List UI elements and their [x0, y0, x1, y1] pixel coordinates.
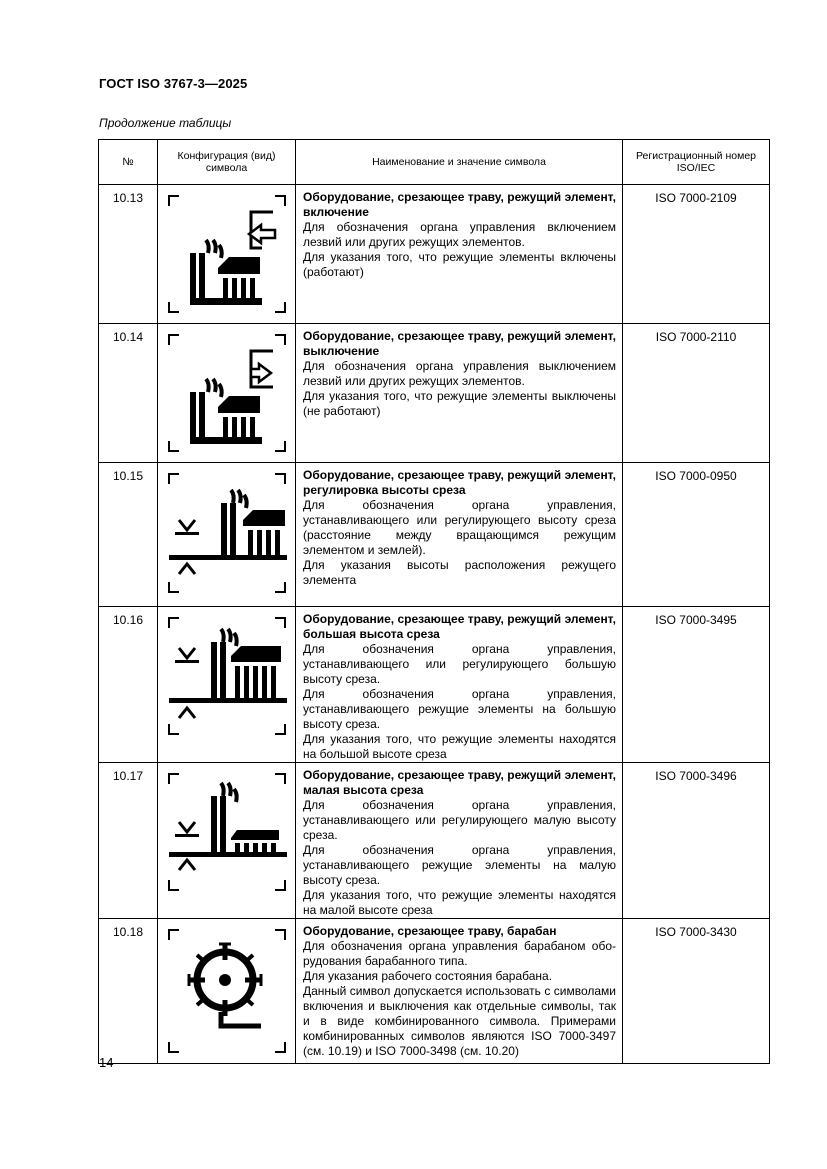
- cutting-height-low-icon: [163, 768, 291, 894]
- row-number: 10.16: [99, 607, 158, 763]
- symbol-title: Оборудование, срезающее траву, режущий элемент, регулировка высоты среза: [303, 468, 616, 497]
- symbol-cell: [158, 763, 296, 919]
- column-header-configuration: Конфигурация (вид) символа: [158, 140, 296, 185]
- description-line: Для указания того, что режущие элементы выключены (не работают): [303, 389, 616, 418]
- row-number: 10.17: [99, 763, 158, 919]
- description-line: Для обозначения органа управления, устанавливающего режущие элементы на малую высоту среза.: [303, 843, 616, 887]
- registration-number: ISO 7000-3430: [623, 919, 770, 1064]
- description-line: Данный символ допускается использовать с символами включения и выключения как отдельные символы, так и в виде комбинированного символа. Примерами комбинированных символов являются ISO 7000-3497 (см. 10.19) и ISO 7000-3498 (см. 10.20): [303, 984, 616, 1058]
- row-number: 10.13: [99, 185, 158, 324]
- description-line: Для указания того, что режущие элементы находятся на большой высоте среза: [303, 732, 616, 761]
- description-line: Для указания того, что режущие элементы находятся на малой высоте среза: [303, 888, 616, 917]
- symbol-cell: [158, 185, 296, 324]
- column-header-registration: Регистрационный номер ISO/IEC: [623, 140, 770, 185]
- symbol-cell: [158, 324, 296, 463]
- table-row: [99, 463, 770, 607]
- cutting-element-on-icon: [163, 190, 291, 316]
- symbol-description: [296, 607, 623, 763]
- description-line: Для обозначения органа управления барабаном оборудования барабанного типа.: [303, 939, 616, 968]
- description-line: Для обозначения органа управления, устанавливающего или регулирующего большую высоту среза.: [303, 642, 616, 686]
- registration-number: ISO 7000-2109: [623, 185, 770, 324]
- description-line: Для обозначения органа управления, устанавливающего режущие элементы на большую высоту среза.: [303, 687, 616, 731]
- table-row: [99, 324, 770, 463]
- symbol-description: [296, 185, 623, 324]
- table-row: [99, 607, 770, 763]
- column-header-name-meaning: Наименование и значение символа: [296, 140, 623, 185]
- description-line: Для указания того, что режущие элементы включены (работают): [303, 250, 616, 279]
- registration-number: ISO 7000-2110: [623, 324, 770, 463]
- symbol-description: [296, 919, 623, 1064]
- cutting-height-adjust-icon: [163, 468, 291, 598]
- mower-drum-icon: [163, 924, 291, 1054]
- table-row: [99, 763, 770, 919]
- description-line: Для указания высоты расположения режущего элемента: [303, 558, 616, 587]
- symbol-description: [296, 463, 623, 607]
- description-line: Для обозначения органа управления выключением лезвий или других режущих элементов.: [303, 359, 616, 388]
- symbol-description: [296, 324, 623, 463]
- symbol-title: Оборудование, срезающее траву, режущий элемент, включение: [303, 190, 616, 219]
- row-number: 10.14: [99, 324, 158, 463]
- symbol-cell: [158, 607, 296, 763]
- document-header: ГОСТ ISO 3767-3—2025: [99, 76, 248, 91]
- description-line: Для обозначения органа управления, устанавливающего или регулирующего малую высоту среза.: [303, 798, 616, 842]
- description-line: Для обозначения органа управления включением лезвий или других режущих элементов.: [303, 220, 616, 249]
- page-number: 14: [99, 1055, 114, 1070]
- symbol-cell: [158, 463, 296, 607]
- symbol-title: Оборудование, срезающее траву, режущий элемент, малая высота среза: [303, 768, 616, 797]
- symbol-title: Оборудование, срезающее траву, режущий элемент, большая высота среза: [303, 612, 616, 641]
- symbol-description: [296, 763, 623, 919]
- column-header-number: №: [99, 140, 158, 185]
- table-row: [99, 919, 770, 1064]
- description-line: Для обозначения органа управления, устанавливающего или регулирующего высоту среза (расстояние между вращающимся режущим элементом и землей).: [303, 498, 616, 557]
- row-number: 10.15: [99, 463, 158, 607]
- table-row: [99, 185, 770, 324]
- symbol-title: Оборудование, срезающее траву, барабан: [303, 924, 557, 938]
- registration-number: ISO 7000-3495: [623, 607, 770, 763]
- registration-number: ISO 7000-3496: [623, 763, 770, 919]
- description-line: Для указания рабочего состояния барабана.: [303, 969, 553, 983]
- cutting-height-high-icon: [163, 612, 291, 738]
- table-continuation-label: Продолжение таблицы: [99, 116, 232, 130]
- table-header-row: [99, 140, 770, 185]
- symbol-title: Оборудование, срезающее траву, режущий элемент, выключение: [303, 329, 616, 358]
- cutting-element-off-icon: [163, 329, 291, 455]
- symbol-cell: [158, 919, 296, 1064]
- symbols-table: [98, 139, 770, 1064]
- row-number: 10.18: [99, 919, 158, 1064]
- registration-number: ISO 7000-0950: [623, 463, 770, 607]
